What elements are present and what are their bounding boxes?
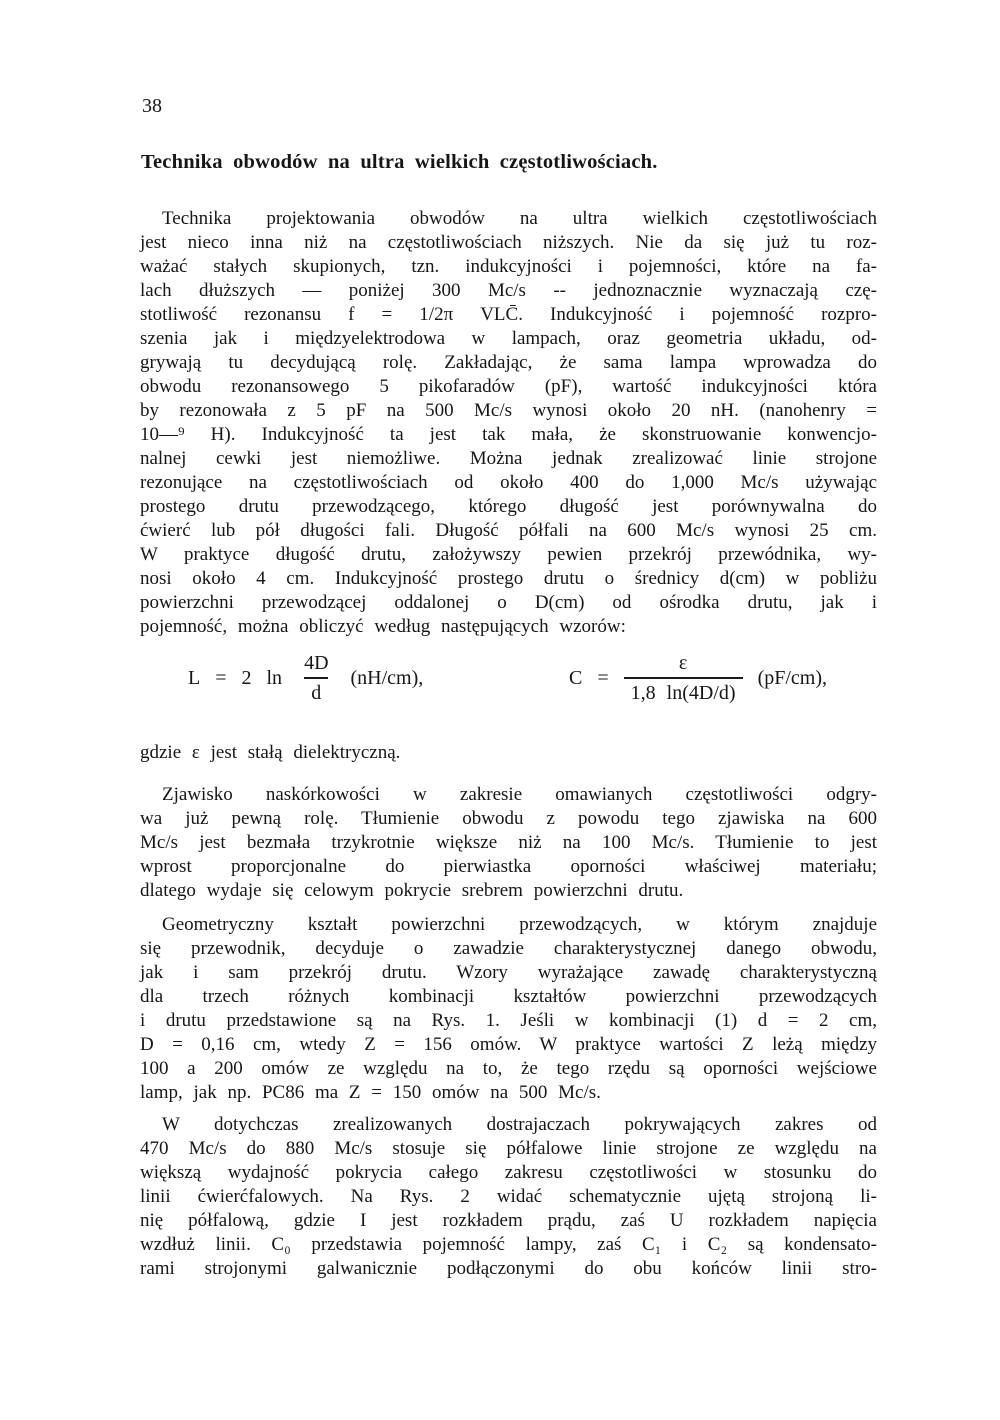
text-line: dlatego wydaje się celowym pokrycie srebrem powierzchni drutu.: [140, 880, 684, 901]
text-line: lach dłuższych — poniżej 300 Mc/s -- jednoznacznie wyznaczają czę-: [140, 280, 877, 301]
text-line: D = 0,16 cm, wtedy Z = 156 omów. W praktyce wartości Z leżą między: [140, 1034, 877, 1055]
fraction: [624, 650, 743, 706]
paragraph-intro: [140, 207, 877, 639]
article-title: Technika obwodów na ultra wielkich częstotliwościach.: [141, 151, 658, 173]
text-line: i drutu przedstawione są na Rys. 1. Jeśli w kombinacji (1) d = 2 cm,: [140, 1010, 877, 1031]
text-line: gdzie ε jest stałą dielektryczną.: [140, 742, 401, 763]
text-line: powierzchni przewodzącej oddalonej o D(cm) od ośrodka drutu, jak i: [140, 592, 877, 613]
text-line: Zjawisko naskórkowości w zakresie omawianych częstotliwości odgry-: [162, 784, 877, 805]
formula-inductance: [188, 650, 423, 706]
text-line: wa już pewną rolę. Tłumienie obwodu z powodu tego zjawiska na 600: [140, 808, 877, 829]
formula-note: [140, 741, 877, 765]
text-line: rami strojonymi galwanicznie podłączonymi do obu końców linii stro-: [140, 1258, 877, 1279]
fraction-numerator: 4D: [304, 652, 329, 674]
text-line: nosi około 4 cm. Indukcyjność prostego drutu o średnicy d(cm) w pobliżu: [140, 568, 877, 589]
formula-unit: (pF/cm),: [757, 666, 827, 689]
paragraph-geometry: [140, 913, 877, 1105]
formula-capacitance: [569, 650, 827, 706]
text-line: szenia jak i międzyelektrodowa w lampach, oraz geometria układu, od-: [140, 328, 877, 349]
text-line: lamp, jak np. PC86 ma Z = 150 omów na 500 Mc/s.: [140, 1082, 601, 1103]
text-line: większą wydajność pokrycia całego zakresu częstotliwości w stosunku do: [140, 1162, 877, 1183]
text-line: stotliwość rezonansu f = 1/2π VLC̄. Indukcyjność i pojemność rozpro-: [140, 304, 877, 325]
formula-equals: =: [215, 666, 227, 689]
fraction: [297, 650, 335, 706]
text-line: jak i sam przekrój drutu. Wzory wyrażające zawadę charakterystyczną: [140, 962, 877, 983]
fraction-denominator: d: [304, 677, 328, 706]
text-line: nalnej cewki jest niemożliwe. Można jednak zrealizować linie strojone: [140, 448, 877, 469]
text-line: linii ćwierćfalowych. Na Rys. 2 widać schematycznie ujętą strojoną li-: [140, 1186, 877, 1207]
text-line: Geometryczny kształt powierzchni przewodzących, w którym znajduje: [162, 914, 877, 935]
text-line: dla trzech różnych kombinacji kształtów powierzchni przewodzących: [140, 986, 877, 1007]
text-line: by rezonowała z 5 pF na 500 Mc/s wynosi około 20 nH. (nanohenry =: [140, 400, 877, 421]
text-line: Mc/s jest bezmała trzykrotnie większe niż na 100 Mc/s. Tłumienie to jest: [140, 832, 877, 853]
paragraph-skin-effect: [140, 783, 877, 903]
text-line: prostego drutu przewodzącego, którego długość jest porównywalna do: [140, 496, 877, 517]
text-line: się przewodnik, decyduje o zawadzie charakterystycznej danego obwodu,: [140, 938, 877, 959]
formula-lhs: L: [188, 666, 201, 689]
formula-unit: (nH/cm),: [350, 666, 424, 689]
formula-coefficient: 2: [241, 666, 252, 689]
fraction-denominator: 1,8 ln(4D/d): [624, 677, 743, 706]
text-line: grywają tu decydującą rolę. Zakładając, że sama lampa wprowadza do: [140, 352, 877, 373]
text-line: rezonujące na częstotliwościach od około 400 do 1,000 Mc/s używając: [140, 472, 877, 493]
formula-function: ln: [266, 666, 283, 689]
text-line: W praktyce długość drutu, założywszy pewien przekrój przewódnika, wy-: [140, 544, 877, 565]
text-line: jest nieco inna niż na częstotliwościach niższych. Nie da się już tu roz-: [140, 232, 877, 253]
text-line: pojemność, można obliczyć według następujących wzorów:: [140, 616, 626, 637]
text-line: ważać stałych skupionych, tzn. indukcyjności i pojemności, które na fa-: [140, 256, 877, 277]
paragraph-tuners: [140, 1113, 877, 1281]
text-line: 100 a 200 omów ze względu na to, że tego rzędu są oporności wejściowe: [140, 1058, 877, 1079]
formula-equals: =: [597, 666, 609, 689]
text-line: obwodu rezonansowego 5 pikofaradów (pF), wartość indukcyjności która: [140, 376, 877, 397]
text-line: Technika projektowania obwodów na ultra wielkich częstotliwościach: [162, 208, 877, 229]
text-line: 470 Mc/s do 880 Mc/s stosuje się półfalowe linie strojone ze względu na: [140, 1138, 877, 1159]
fraction-numerator: ε: [678, 652, 688, 674]
page-number: 38: [142, 95, 162, 117]
formula-block: [140, 650, 877, 706]
formula-lhs: C: [569, 666, 583, 689]
text-line: 10—⁹ H). Indukcyjność ta jest tak mała, że skonstruowanie konwencjo-: [140, 424, 877, 445]
text-line: ćwierć lub pół długości fali. Długość półfali na 600 Mc/s wynosi 25 cm.: [140, 520, 877, 541]
text-line: W dotychczas zrealizowanych dostrajaczach pokrywających zakres od: [162, 1114, 877, 1135]
text-line: nię półfalową, gdzie I jest rozkładem prądu, zaś U rozkładem napięcia: [140, 1210, 877, 1231]
text-line: wprost proporcjonalne do pierwiastka oporności właściwej materiału;: [140, 856, 877, 877]
text-line: wzdłuż linii. C₀ przedstawia pojemność lampy, zaś C₁ i C₂ są kondensato-: [140, 1234, 877, 1255]
